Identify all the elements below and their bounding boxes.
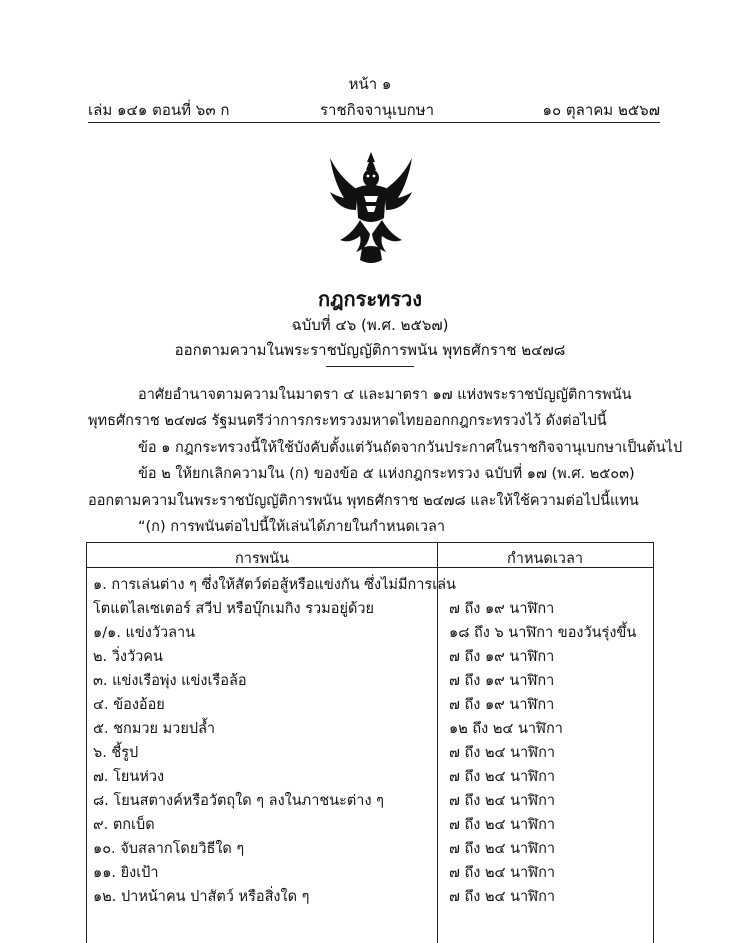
clause-2-line-1: ข้อ ๒ ให้ยกเลิกความใน (ก) ของข้อ ๕ แห่งกฎกระทรวง ฉบับที่ ๑๗ (พ.ศ. ๒๕๐๓) [138,466,635,482]
gambling-schedule-table [86,542,654,943]
clause-2-line-2: ออกตามความในพระราชบัญญัติการพนัน พุทธศักราช ๒๔๗๘ และให้ใช้ความต่อไปนี้แทน [88,493,639,509]
game-cell: ๑๒. ปาหน้าคน ปาสัตว์ หรือสิ่งใด ๆ [93,889,310,905]
table-row [87,765,653,788]
publication-date: ๑๐ ตุลาคม ๒๕๖๗ [542,101,660,119]
game-cell: ๔. ข้องอ้อย [93,697,165,713]
time-cell: ๗ ถึง ๒๔ นาฬิกา [449,793,556,809]
game-cell: ๑๐. จับสลากโดยวิธีใด ๆ [93,841,245,857]
game-cell: โตแตไลเซเตอร์ สวีป หรือบุ๊กเมกิง รวมอยู่ด้วย [93,601,374,617]
game-cell: ๓. แข่งเรือพุ่ง แข่งเรือล้อ [93,673,247,689]
table-row [87,789,653,812]
time-cell: ๗ ถึง ๒๔ นาฬิกา [449,865,556,881]
gazette-header [88,96,660,123]
table-header-row [87,543,653,568]
page-number: หน้า ๑ [348,75,392,93]
table-row [87,573,653,596]
table-row [87,741,653,764]
game-cell: ๙. ตกเบ็ด [93,817,155,833]
time-cell: ๗ ถึง ๑๙ นาฬิกา [449,697,555,713]
clause-1: ข้อ ๑ กฎกระทรวงนี้ให้ใช้บังคับตั้งแต่วันถัดจากวันประกาศในราชกิจจานุเบกษาเป็นต้นไป [138,440,683,456]
game-cell: ๖. ชี้รูป [93,745,139,761]
game-cell: ๑๑. ยิงเป้า [93,865,159,881]
table-row [87,861,653,884]
time-cell: ๗ ถึง ๒๔ นาฬิกา [449,817,556,833]
game-cell: ๑. การเล่นต่าง ๆ ซึ่งให้สัตว์ต่อสู้หรือแข่งกัน ซึ่งไม่มีการเล่น [93,577,456,593]
table-row [87,669,653,692]
time-cell: ๗ ถึง ๒๔ นาฬิกา [449,745,556,761]
game-cell: ๑/๑. แข่งวัวลาน [93,625,196,641]
time-cell: ๗ ถึง ๒๔ นาฬิกา [449,889,556,905]
document-authority: ออกตามความในพระราชบัญญัติการพนัน พุทธศักราช ๒๔๗๘ [174,341,566,359]
game-cell: ๗. โยนห่วง [93,769,165,785]
table-row [87,837,653,860]
title-divider [326,366,414,367]
table-row [87,597,653,620]
game-cell: ๒. วิ่งวัวคน [93,649,163,665]
preamble-line-2: พุทธศักราช ๒๔๗๘ รัฐมนตรีว่าการกระทรวงมหาดไทยออกกฎกระทรวงไว้ ดังต่อไปนี้ [88,413,607,429]
time-cell: ๑๘ ถึง ๖ นาฬิกา ของวันรุ่งขึ้น [449,625,637,641]
time-cell: ๗ ถึง ๑๙ นาฬิกา [449,649,555,665]
game-cell: ๕. ชกมวย มวยปล้ำ [93,721,216,737]
table-row [87,717,653,740]
time-cell: ๑๒ ถึง ๒๔ นาฬิกา [449,721,563,737]
volume-issue: เล่ม ๑๔๑ ตอนที่ ๖๓ ก [88,101,230,119]
table-row [87,885,653,908]
document-title: กฎกระทรวง [317,287,423,311]
garuda-emblem-icon [326,148,416,268]
time-cell: ๗ ถึง ๑๙ นาฬิกา [449,673,555,689]
time-cell: ๗ ถึง ๑๙ นาฬิกา [449,601,555,617]
table-row [87,693,653,716]
time-cell: ๗ ถึง ๒๔ นาฬิกา [449,769,556,785]
time-cell: ๗ ถึง ๒๔ นาฬิกา [449,841,556,857]
table-row [87,813,653,836]
gazette-name: ราชกิจจานุเบกษา [320,101,435,119]
document-issue: ฉบับที่ ๔๖ (พ.ศ. ๒๕๖๗) [291,316,449,334]
quote-intro: “(ก) การพนันต่อไปนี้ให้เล่นได้ภายในกำหนดเวลา [138,519,446,535]
header-time: กำหนดเวลา [507,551,583,567]
preamble-line-1: อาศัยอำนาจตามความในมาตรา ๔ และมาตรา ๑๗ แห่งพระราชบัญญัติการพนัน [138,387,632,403]
table-row [87,621,653,644]
header-game: การพนัน [234,551,290,567]
game-cell: ๘. โยนสตางค์หรือวัตถุใด ๆ ลงในภาชนะต่าง ๆ [93,793,384,809]
table-row [87,645,653,668]
